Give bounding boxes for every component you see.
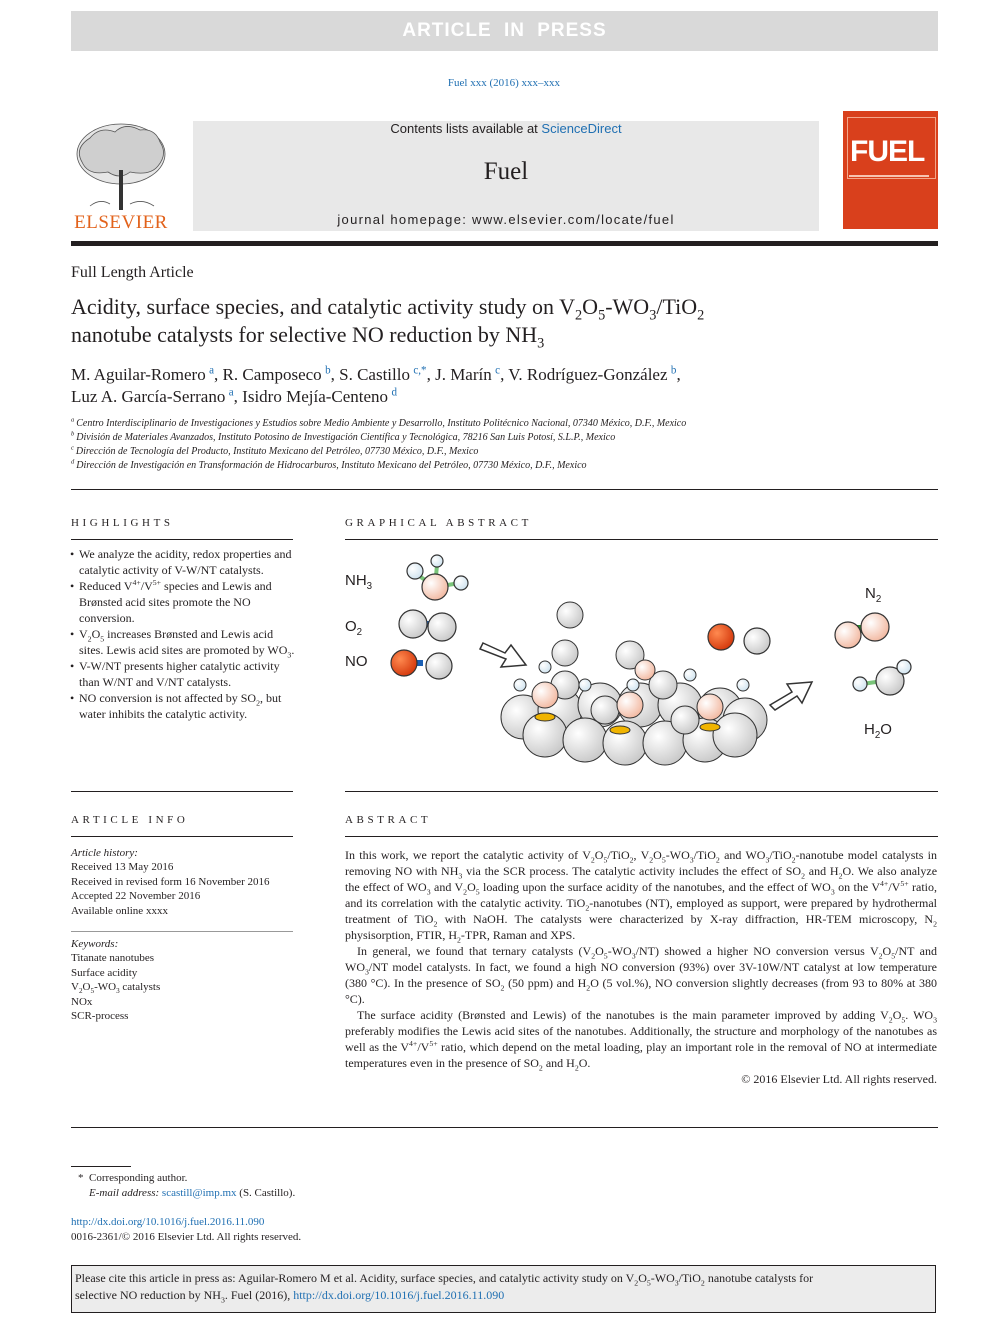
- highlight-item: • $V_2O_5$ increases Brønsted and Lewis acid sites. Lewis acid sites are promoted by $WO_3$.: [71, 626, 295, 658]
- ga-label-no: NO: [345, 653, 368, 670]
- author[interactable]: J. Marín: [435, 365, 492, 384]
- abstract-paragraph-2: In general, we found that ternary catalysts $(V_2O_5-WO_3/NT)$ showed a higher NO conversion versus $V_2O_5/NT$ and $WO_3/NT$ model catalysts. In fact, we found a high NO conversion (93%) over 3V-10W/NT catalyst at low temperature (380 °C). In the presence of $SO_2$ (50 ppm) and $H_2O$ (5 vol.%), NO conversion slightly decreases (from 93 to 80% at 380 °C).: [345, 944, 937, 1006]
- history-label: Article history:: [71, 847, 138, 859]
- n2-molecule: [835, 613, 889, 648]
- author-list: M. Aguilar-Romero $^a$, R. Camposeco $^b$, S. Castillo $^{c,*}$, J. Marín $^c$, V. Rodríguez-González $^b$, Luz A. García-Serrano $^a$, Isidro Mejía-Centeno $^d$: [71, 364, 681, 406]
- author[interactable]: M. Aguilar-Romero: [71, 365, 206, 384]
- corresponding-author-note: * Corresponding author. E-mail address: scastill@imp.mx (S. Castillo).: [78, 1172, 296, 1199]
- ga-label-nh3: $NH_3$: [345, 572, 373, 592]
- author-affiliation-ref[interactable]: a: [209, 364, 215, 377]
- footnote-rule: [71, 1166, 131, 1167]
- author-affiliation-ref[interactable]: a: [228, 386, 234, 399]
- journal-homepage[interactable]: journal homepage: www.elsevier.com/locate/fuel: [337, 212, 675, 227]
- affiliation-a: $^a$ Centro Interdisciplinario de Investigaciones y Estudios sobre Medio Ambiente y Desarrollo, Instituto Politécnico Nacional, 07340 México, D.F., Mexico: [71, 416, 687, 429]
- affiliation-d: $^d$ Dirección de Investigación en Transformación de Hidrocarburos, Instituto Mexicano del Petróleo, 07730 México, D.F., Mexico: [71, 458, 587, 471]
- elsevier-tree-logo: [70, 118, 172, 212]
- article-history: [71, 846, 270, 918]
- author-affiliation-ref[interactable]: b: [325, 364, 331, 377]
- cover-rule: [849, 175, 929, 177]
- keyword: Surface acidity: [71, 966, 138, 979]
- contents-prefix: Contents lists available at: [390, 121, 542, 136]
- article-title: Acidity, surface species, and catalytic activity study on $V_2O_5-WO_3/TiO_2$ nanotube catalysts for selective NO reduction by $NH_3$: [71, 294, 705, 352]
- cite-this-article-box: Please cite this article in press as: Aguilar-Romero M et al. Acidity, surface species, and catalytic activity study on $V_2O_5-WO_3/TiO_2$ nanotube catalysts for selective NO reduction by $NH_3$. Fuel (2016), http://dx.doi.org/10.1016/j.fuel.2016.11.090: [71, 1265, 936, 1313]
- divider: [71, 539, 293, 540]
- author-affiliation-ref[interactable]: c: [495, 364, 501, 377]
- affiliation-c: $^c$ Dirección de Tecnología del Producto, Instituto Mexicano del Petróleo, 07730 México, D.F., Mexico: [71, 444, 479, 457]
- keyword: Titanate nanotubes: [71, 952, 154, 965]
- cover-title: FUEL: [850, 135, 925, 168]
- no-molecule: [391, 650, 452, 679]
- journal-name: Fuel: [483, 158, 529, 185]
- highlights-heading: HIGHLIGHTS: [71, 517, 174, 529]
- ga-label-n2: $N_2$: [865, 585, 882, 605]
- divider: [71, 489, 938, 490]
- journal-cover: [843, 111, 938, 229]
- history-item: Available online xxxx: [71, 904, 168, 917]
- author-affiliation-ref[interactable]: c,*: [413, 364, 427, 377]
- contents-line: [193, 121, 819, 136]
- author[interactable]: S. Castillo: [339, 365, 410, 384]
- highlight-item: • We analyze the acidity, redox properties and catalytic activity of V-W/NT catalysts.: [71, 546, 295, 578]
- divider: [345, 539, 938, 540]
- affiliation-b: $^b$ División de Materiales Avanzados, Instituto Potosino de Investigación Científica y Tecnológica, 78216 San Luis Potosí, S.L.P., Mexico: [71, 430, 616, 443]
- history-item: Accepted 22 November 2016: [71, 890, 201, 903]
- highlights-list: [71, 546, 295, 722]
- abstract-paragraph-3: The surface acidity (Brønsted and Lewis) of the nanotubes is the main parameter improved by adding $V_2O_5$. $WO_3$ preferably modifies the Lewis acid sites of the nanotubes. Additionally, the structure and morphology of the nanotubes as well as the $V^{4+}/V^{5+}$ ratio, which depend on the metal loading, play an important role in the removal of NO at intermediate temperatures even in the presence of $SO_2$ and $H_2O$.: [345, 1008, 937, 1073]
- sciencedirect-link[interactable]: ScienceDirect: [541, 121, 622, 136]
- article-info-heading: ARTICLE INFO: [71, 814, 189, 826]
- abstract-heading: ABSTRACT: [345, 814, 432, 826]
- divider: [345, 836, 938, 837]
- keywords-label: Keywords:: [71, 938, 119, 950]
- ga-label-o2: $O_2$: [345, 618, 363, 638]
- article-type: Full Length Article: [71, 264, 194, 281]
- keyword: NOx: [71, 995, 93, 1008]
- highlight-item: • V-W/NT presents higher catalytic activity than W/NT and V/NT catalysts.: [71, 658, 295, 690]
- graphical-abstract-heading: GRAPHICAL ABSTRACT: [345, 517, 532, 529]
- author[interactable]: Isidro Mejía-Centeno: [242, 387, 389, 406]
- header-rule: [71, 241, 938, 246]
- ga-label-h2o: $H_2O$: [864, 721, 892, 741]
- keyword: $V_2O_5-WO_3$ catalysts: [71, 981, 161, 996]
- o2-molecule: [399, 610, 456, 641]
- divider: [71, 1127, 938, 1128]
- keyword: SCR-process: [71, 1010, 129, 1023]
- copyright: © 2016 Elsevier Ltd. All rights reserved.: [741, 1072, 937, 1086]
- doi-link[interactable]: http://dx.doi.org/10.1016/j.fuel.2016.11.090: [71, 1216, 265, 1228]
- cite-doi-link[interactable]: http://dx.doi.org/10.1016/j.fuel.2016.11.090: [293, 1288, 505, 1302]
- keywords: [71, 937, 160, 1023]
- journal-citation-link[interactable]: Fuel xxx (2016) xxx–xxx: [447, 77, 561, 89]
- history-item: Received 13 May 2016: [71, 861, 174, 874]
- divider: [71, 931, 293, 932]
- divider: [345, 791, 938, 792]
- abstract-paragraph-1: In this work, we report the catalytic activity of $V_2O_5/TiO_2$, $V_2O_5-WO_3/TiO_2$ and $WO_3/TiO_2$-nanotube model catalysts in removing NO with $NH_3$ via the SCR process. The catalytic activity includes the effect of $SO_2$ and $H_2O$. We also analyze the effect of $WO_3$ and $V_2O_5$ loading upon the surface acidity of the nanotubes, and the effect of $WO_3$ on the $V^{4+}/V^{5+}$ ratio, and its correlation with the catalytic activity. TiO$_2$-nanotubes (NT), employed as support, were prepared by hydrothermal treatment of TiO$_2$ with NaOH. The catalysts were characterized by X-ray diffraction, HR-TEM microscopy, $N_2$ physisorption, FTIR, $H_2$-TPR, Raman and XPS.: [345, 848, 938, 945]
- author[interactable]: R. Camposeco: [222, 365, 322, 384]
- author-affiliation-ref[interactable]: b: [670, 364, 677, 377]
- highlight-item: • Reduced $V^{4+}/V^{5+}$ species and Lewis and Brønsted acid sites promote the NO conversion.: [71, 578, 295, 626]
- history-item: Received in revised form 16 November 2016: [71, 875, 270, 888]
- article-in-press-banner: ARTICLE IN PRESS: [71, 11, 938, 51]
- h2o-molecule: [853, 660, 911, 695]
- elsevier-wordmark: ELSEVIER: [74, 212, 168, 233]
- email-link[interactable]: scastill@imp.mx: [161, 1187, 237, 1199]
- author[interactable]: V. Rodríguez-González: [508, 365, 668, 384]
- abstract-body: [345, 847, 937, 1087]
- nh3-molecule: [407, 555, 468, 600]
- divider: [71, 791, 293, 792]
- author-affiliation-ref[interactable]: d: [391, 386, 397, 399]
- divider: [71, 836, 293, 837]
- graphical-abstract-figure: [345, 545, 938, 785]
- highlight-item: • NO conversion is not affected by $SO_2$, but water inhibits the catalytic activity.: [71, 690, 295, 722]
- author[interactable]: Luz A. García-Serrano: [71, 387, 226, 406]
- issn-line: 0016-2361/© 2016 Elsevier Ltd. All rights reserved.: [71, 1231, 302, 1243]
